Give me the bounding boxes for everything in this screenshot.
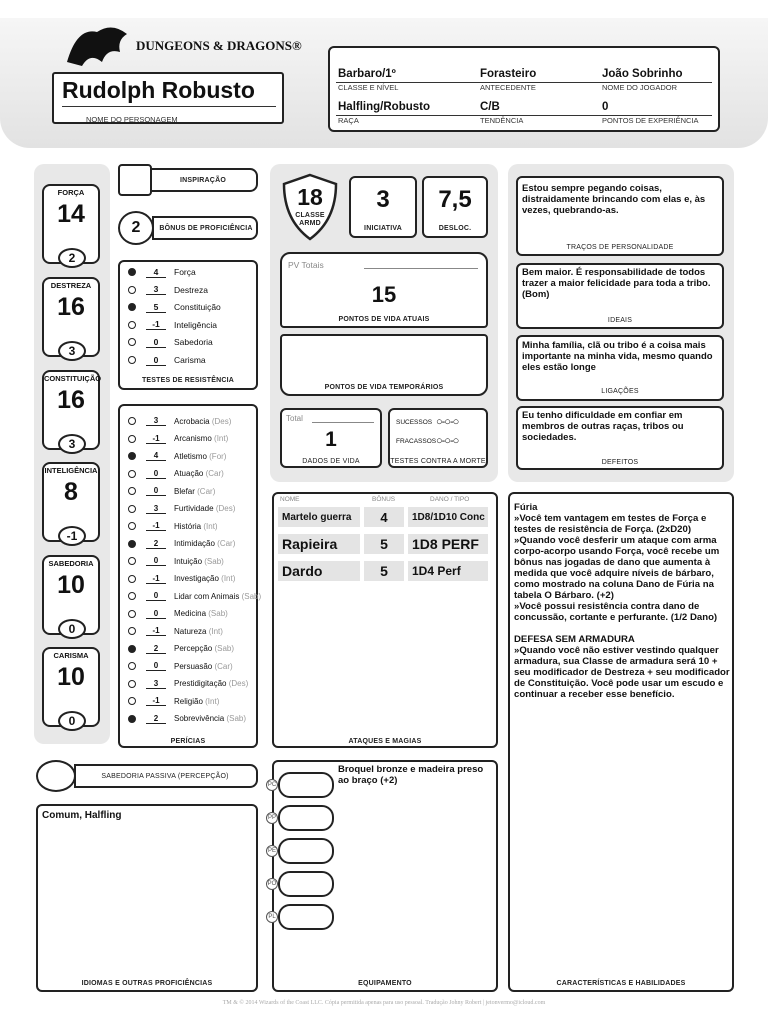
- skill-attribute: (Car): [205, 469, 224, 478]
- skill-7[interactable]: [128, 537, 235, 551]
- ideals-text[interactable]: Bem maior. É responsabilidade de todos trazer a maior felicidade para toda a tribo. (Bom): [522, 267, 711, 300]
- skill-attribute: (Des): [228, 679, 249, 688]
- skill-attribute: (Int): [214, 434, 229, 443]
- inspiration-box[interactable]: [118, 164, 152, 196]
- proficiency-dot-icon[interactable]: [128, 540, 136, 548]
- saving-throw-name: Força: [174, 267, 196, 277]
- personality-label: TRAÇOS DE PERSONALIDADE: [566, 244, 674, 251]
- skill-value[interactable]: 0: [146, 591, 166, 601]
- proficiency-dot-icon[interactable]: [128, 627, 136, 635]
- skill-value[interactable]: 4: [146, 451, 166, 461]
- skill-value[interactable]: 3: [146, 679, 166, 689]
- proficiency-dot-icon[interactable]: [128, 487, 136, 495]
- death-successes-label: SUCESSOS: [396, 419, 433, 426]
- armor-class-value[interactable]: 18: [297, 184, 323, 210]
- proficiency-dot-icon[interactable]: [128, 417, 136, 425]
- passive-perception-label: SABEDORIA PASSIVA (PERCEPÇÃO): [101, 773, 229, 780]
- languages-label: IDIOMAS E OUTRAS PROFICIÊNCIAS: [81, 980, 213, 987]
- equipment-text[interactable]: Broquel bronze e madeira preso ao braço (+2): [338, 764, 484, 786]
- logo-text: DUNGEONS & DRAGONS®: [136, 38, 302, 53]
- attack-2-bonus[interactable]: 5: [364, 534, 404, 554]
- skill-name: Atuação: [174, 469, 204, 478]
- attacks-title: ATAQUES E MAGIAS: [348, 738, 422, 745]
- unarmored-defense-line-1: »Quando você não estiver vestindo qualquer armadura, sua Classe de armadura será 10 + seu modificador de Destreza + seu modificador de Constituição. Você pode usar um escudo e continuar a receber esse benefício.: [514, 645, 730, 700]
- skill-14[interactable]: [128, 659, 233, 673]
- skill-attribute: (Int): [208, 626, 223, 636]
- death-failure-circles[interactable]: ○-○-○: [436, 435, 459, 447]
- skill-name: Investigação: [174, 574, 219, 583]
- skill-17[interactable]: [128, 712, 246, 726]
- attack-3-bonus[interactable]: 5: [364, 561, 404, 581]
- skill-4[interactable]: [128, 484, 215, 498]
- skill-attribute: (Int): [205, 696, 220, 706]
- coin-pp-box[interactable]: [278, 904, 334, 930]
- death-failures-label: FRACASSOS: [396, 438, 437, 445]
- languages-text[interactable]: Comum, Halfling: [42, 810, 122, 821]
- skill-attribute: (Des): [215, 504, 236, 513]
- background-value[interactable]: Forasteiro: [480, 68, 537, 80]
- skill-9[interactable]: [128, 572, 235, 586]
- skill-value[interactable]: 0: [146, 609, 166, 619]
- skill-10[interactable]: [128, 589, 261, 603]
- attacks-col-bonus: BÔNUS: [372, 496, 396, 503]
- ability-charisma[interactable]: CARISMA 10 0: [42, 647, 100, 727]
- attack-1-bonus[interactable]: 4: [364, 507, 404, 527]
- class-level-label: CLASSE E NÍVEL: [338, 83, 399, 92]
- proficiency-dot-icon[interactable]: [128, 697, 136, 705]
- hp-current-value[interactable]: 15: [371, 282, 397, 307]
- bonds-text[interactable]: Minha família, clã ou tribo é a coisa mais importante na minha vida, mesmo quando eles estão longe: [522, 340, 713, 373]
- skill-attribute: (Sab): [208, 609, 228, 618]
- ability-wisdom[interactable]: SABEDORIA 10 0: [42, 555, 100, 635]
- saving-throw-name: Sabedoria: [174, 337, 213, 348]
- skill-5[interactable]: [128, 502, 235, 516]
- rage-line-2: »Quando você desferir um ataque com arma corpo-acorpo usando Força, você recebe um bônus nas jogadas de dano que aumenta à medida que você adquire níveis de bárbaro, como mostrado na coluna Dano de Fúria na tabela O Bárbaro. (+2): [514, 535, 720, 601]
- armor-class-label: CLASSE ARMD: [295, 212, 325, 227]
- unarmored-defense-title: DEFESA SEM ARMADURA: [514, 634, 635, 645]
- proficiency-dot-icon[interactable]: [128, 557, 136, 565]
- coin-sp-label: PP: [266, 812, 278, 824]
- skill-attribute: (Car): [214, 661, 233, 671]
- proficiency-dot-icon[interactable]: [128, 662, 136, 670]
- skill-attribute: (Int): [221, 574, 236, 583]
- rage-line-1: »Você tem vantagem em testes de Força e testes de resistência de Força. (2xD20): [514, 513, 707, 535]
- saving-throw-4[interactable]: [128, 335, 213, 349]
- proficiency-dot-icon[interactable]: [128, 452, 136, 460]
- proficiency-dot-icon[interactable]: [128, 435, 136, 443]
- initiative-value[interactable]: 3: [376, 186, 390, 213]
- skill-3[interactable]: [128, 467, 224, 481]
- saving-throws-title: TESTES DE RESISTÊNCIA: [141, 377, 235, 384]
- saving-throw-value[interactable]: 0: [146, 355, 166, 366]
- skill-name: História: [174, 521, 202, 531]
- skill-name: Medicina: [174, 609, 207, 618]
- features-text[interactable]: [514, 502, 730, 700]
- player-name-value[interactable]: João Sobrinho: [602, 68, 683, 80]
- attacks-box: [272, 492, 498, 748]
- skill-name: Percepção: [174, 644, 213, 653]
- equipment-label: EQUIPAMENTO: [358, 980, 412, 987]
- proficiency-dot-icon[interactable]: [128, 680, 136, 688]
- skill-8[interactable]: [128, 554, 224, 568]
- ability-strength[interactable]: FORÇA 14 2: [42, 184, 100, 264]
- bonds-label: LIGAÇÕES: [601, 388, 639, 395]
- proficiency-dot-icon[interactable]: [128, 505, 136, 513]
- character-name[interactable]: Rudolph Robusto: [62, 77, 255, 103]
- rage-line-3: »Você possui resistência contra dano de concussão, cortante e perfurante. (1/2 Dano): [514, 601, 718, 623]
- skill-value[interactable]: -1: [146, 574, 166, 584]
- skill-name: Atletismo: [174, 451, 207, 461]
- skill-6[interactable]: [128, 519, 218, 533]
- rage-title: Fúria: [514, 502, 538, 513]
- proficiency-dot-icon[interactable]: [128, 268, 136, 276]
- proficiency-dot-icon[interactable]: [128, 645, 136, 653]
- proficiency-label: BÔNUS DE PROFICIÊNCIA: [159, 225, 253, 232]
- skill-value[interactable]: 3: [146, 416, 166, 426]
- passive-perception-value[interactable]: [36, 760, 76, 792]
- inspiration-label: INSPIRAÇÃO: [180, 177, 226, 184]
- features-label: CARACTERÍSTICAS E HABILIDADES: [556, 980, 686, 987]
- skill-attribute: (Int): [203, 521, 218, 531]
- coin-sp-box[interactable]: [278, 805, 334, 831]
- skill-16[interactable]: [128, 694, 219, 708]
- skill-name: Religião: [174, 696, 203, 706]
- skill-2[interactable]: [128, 449, 226, 463]
- attacks-col-name: NOME: [280, 496, 300, 503]
- saving-throw-5[interactable]: [128, 353, 206, 367]
- skill-name: Acrobacia: [174, 416, 210, 426]
- skill-name: Prestidigitação: [174, 679, 227, 688]
- speed-value[interactable]: 7,5: [438, 186, 472, 213]
- attack-2-damage[interactable]: 1D8 PERF: [408, 534, 488, 554]
- ability-dexterity[interactable]: DESTREZA 16 3: [42, 277, 100, 357]
- coin-pp-label: PL: [266, 911, 278, 923]
- personality-text[interactable]: Estou sempre pegando coisas, distraidamente brincando com elas e, às vezes, quebrando-as.: [522, 183, 706, 216]
- character-name-label: NOME DO PERSONAGEM: [86, 115, 178, 124]
- coin-gp-box[interactable]: [278, 871, 334, 897]
- speed-label: DESLOC.: [438, 225, 472, 232]
- skill-name: Furtividade: [174, 504, 214, 513]
- proficiency-dot-icon[interactable]: [128, 286, 136, 294]
- skill-attribute: (Des): [211, 416, 232, 426]
- skill-value[interactable]: 2: [146, 539, 166, 549]
- skill-value[interactable]: 3: [146, 504, 166, 514]
- proficiency-dot-icon[interactable]: [128, 303, 136, 311]
- coin-gp-label: PO: [266, 878, 278, 890]
- skill-name: Arcanismo: [174, 434, 212, 443]
- hit-dice-value[interactable]: 1: [325, 428, 337, 451]
- proficiency-dot-icon[interactable]: [128, 356, 136, 364]
- attack-3-name[interactable]: Dardo: [278, 561, 360, 581]
- proficiency-dot-icon[interactable]: [128, 715, 136, 723]
- attack-3-damage[interactable]: 1D4 Perf: [408, 561, 488, 581]
- skill-attribute: (Sab): [204, 556, 224, 566]
- initiative-label: INICIATIVA: [364, 225, 402, 232]
- saving-throw-1[interactable]: [128, 283, 208, 297]
- footer-copyright: TM & © 2014 Wizards of the Coast LLC. Cópia permitida apenas para uso pessoal. Tradução Johny Robert | jetonvermo@icloud.com: [222, 1000, 546, 1006]
- skill-value[interactable]: -1: [146, 434, 166, 444]
- skill-name: Natureza: [174, 626, 207, 636]
- hit-dice-total-label: Total: [286, 414, 303, 423]
- skill-value[interactable]: 0: [146, 469, 166, 479]
- saving-throw-name: Carisma: [174, 355, 206, 365]
- saving-throw-name: Destreza: [174, 284, 209, 295]
- saving-throw-value[interactable]: 5: [146, 302, 166, 313]
- skill-value[interactable]: -1: [146, 626, 166, 636]
- proficiency-dot-icon[interactable]: [128, 610, 136, 618]
- saving-throw-name: Constituição: [174, 302, 221, 313]
- ability-constitution[interactable]: CONSTITUIÇÃO 16 3: [42, 370, 100, 450]
- saving-throw-2[interactable]: [128, 300, 221, 314]
- saving-throw-value[interactable]: 3: [146, 284, 166, 295]
- skill-value[interactable]: 0: [146, 661, 166, 671]
- skill-name: Lidar com Animais: [174, 591, 240, 601]
- attacks-col-damage: DANO / TIPO: [430, 496, 470, 503]
- skill-value[interactable]: -1: [146, 521, 166, 531]
- saving-throw-name: Inteligência: [174, 319, 218, 330]
- skill-attribute: (Sab): [241, 591, 262, 601]
- hp-current-label: PONTOS DE VIDA ATUAIS: [338, 316, 430, 323]
- skill-value[interactable]: 0: [146, 556, 166, 566]
- skill-attribute: (Sab): [226, 714, 247, 723]
- alignment-value[interactable]: C/B: [480, 101, 500, 113]
- skill-13[interactable]: [128, 642, 234, 656]
- skill-attribute: (Sab): [214, 644, 235, 653]
- class-level-value[interactable]: Barbaro/1º: [338, 68, 396, 80]
- player-name-label: NOME DO JOGADOR: [602, 83, 678, 92]
- xp-label: PONTOS DE EXPERIÊNCIA: [602, 116, 699, 125]
- hp-max-label: PV Totais: [288, 260, 324, 270]
- skill-name: Sobrevivência: [174, 714, 225, 723]
- skill-12[interactable]: [128, 624, 223, 638]
- skills-title: PERÍCIAS: [170, 738, 206, 745]
- skill-value[interactable]: 2: [146, 714, 166, 724]
- languages-box: [36, 804, 258, 992]
- dragon-logo-icon: [62, 22, 132, 70]
- skill-attribute: (For): [209, 451, 227, 461]
- skill-11[interactable]: [128, 607, 228, 621]
- proficiency-dot-icon[interactable]: [128, 522, 136, 530]
- saving-throw-value[interactable]: 0: [146, 337, 166, 348]
- proficiency-dot-icon[interactable]: [128, 575, 136, 583]
- skill-name: Persuasão: [174, 661, 213, 671]
- saving-throw-value[interactable]: -1: [146, 319, 166, 330]
- coin-cp-box[interactable]: [278, 772, 334, 798]
- proficiency-dot-icon[interactable]: [128, 470, 136, 478]
- skill-name: Intimidação: [174, 539, 215, 548]
- alignment-label: TENDÊNCIA: [480, 116, 524, 125]
- death-saves-label: TESTES CONTRA A MORTE: [390, 458, 486, 465]
- proficiency-value[interactable]: 2: [118, 211, 154, 245]
- death-success-circles[interactable]: ○-○-○: [436, 416, 459, 428]
- proficiency-dot-icon[interactable]: [128, 321, 136, 329]
- background-label: ANTECEDENTE: [480, 83, 536, 92]
- saving-throw-0[interactable]: [128, 265, 196, 279]
- skill-value[interactable]: 2: [146, 644, 166, 654]
- hp-temp-label: PONTOS DE VIDA TEMPORÁRIOS: [324, 384, 444, 391]
- proficiency-dot-icon[interactable]: [128, 592, 136, 600]
- proficiency-dot-icon[interactable]: [128, 338, 136, 346]
- coin-cp-label: PC: [266, 779, 278, 791]
- skill-0[interactable]: [128, 414, 231, 428]
- skill-1[interactable]: [128, 432, 228, 446]
- attack-2-name[interactable]: Rapieira: [278, 534, 360, 554]
- flaws-text[interactable]: Eu tenho dificuldade em confiar em membros de outras raças, tribos ou sociedades.: [522, 410, 684, 443]
- coin-ep-box[interactable]: [278, 838, 334, 864]
- ability-intelligence[interactable]: INTELIGÊNCIA 8 -1: [42, 462, 100, 542]
- skill-15[interactable]: [128, 677, 248, 691]
- skill-attribute: (Car): [197, 486, 216, 496]
- skill-value[interactable]: -1: [146, 696, 166, 706]
- skill-value[interactable]: 0: [146, 486, 166, 496]
- flaws-label: DEFEITOS: [601, 459, 639, 466]
- ideals-label: IDEAIS: [607, 317, 633, 324]
- xp-value[interactable]: 0: [602, 101, 609, 113]
- skill-name: Blefar: [174, 486, 195, 496]
- skill-attribute: (Car): [217, 539, 236, 548]
- race-value[interactable]: Halfling/Robusto: [338, 101, 430, 113]
- attack-1-damage[interactable]: 1D8/1D10 Conc: [408, 507, 488, 527]
- saving-throw-3[interactable]: [128, 318, 217, 332]
- attack-1-name[interactable]: Martelo guerra: [278, 507, 360, 527]
- saving-throw-value[interactable]: 4: [146, 267, 166, 278]
- coin-ep-label: PE: [266, 845, 278, 857]
- skill-name: Intuição: [174, 556, 203, 566]
- hit-dice-label: DADOS DE VIDA: [302, 458, 360, 465]
- race-label: RAÇA: [338, 116, 359, 125]
